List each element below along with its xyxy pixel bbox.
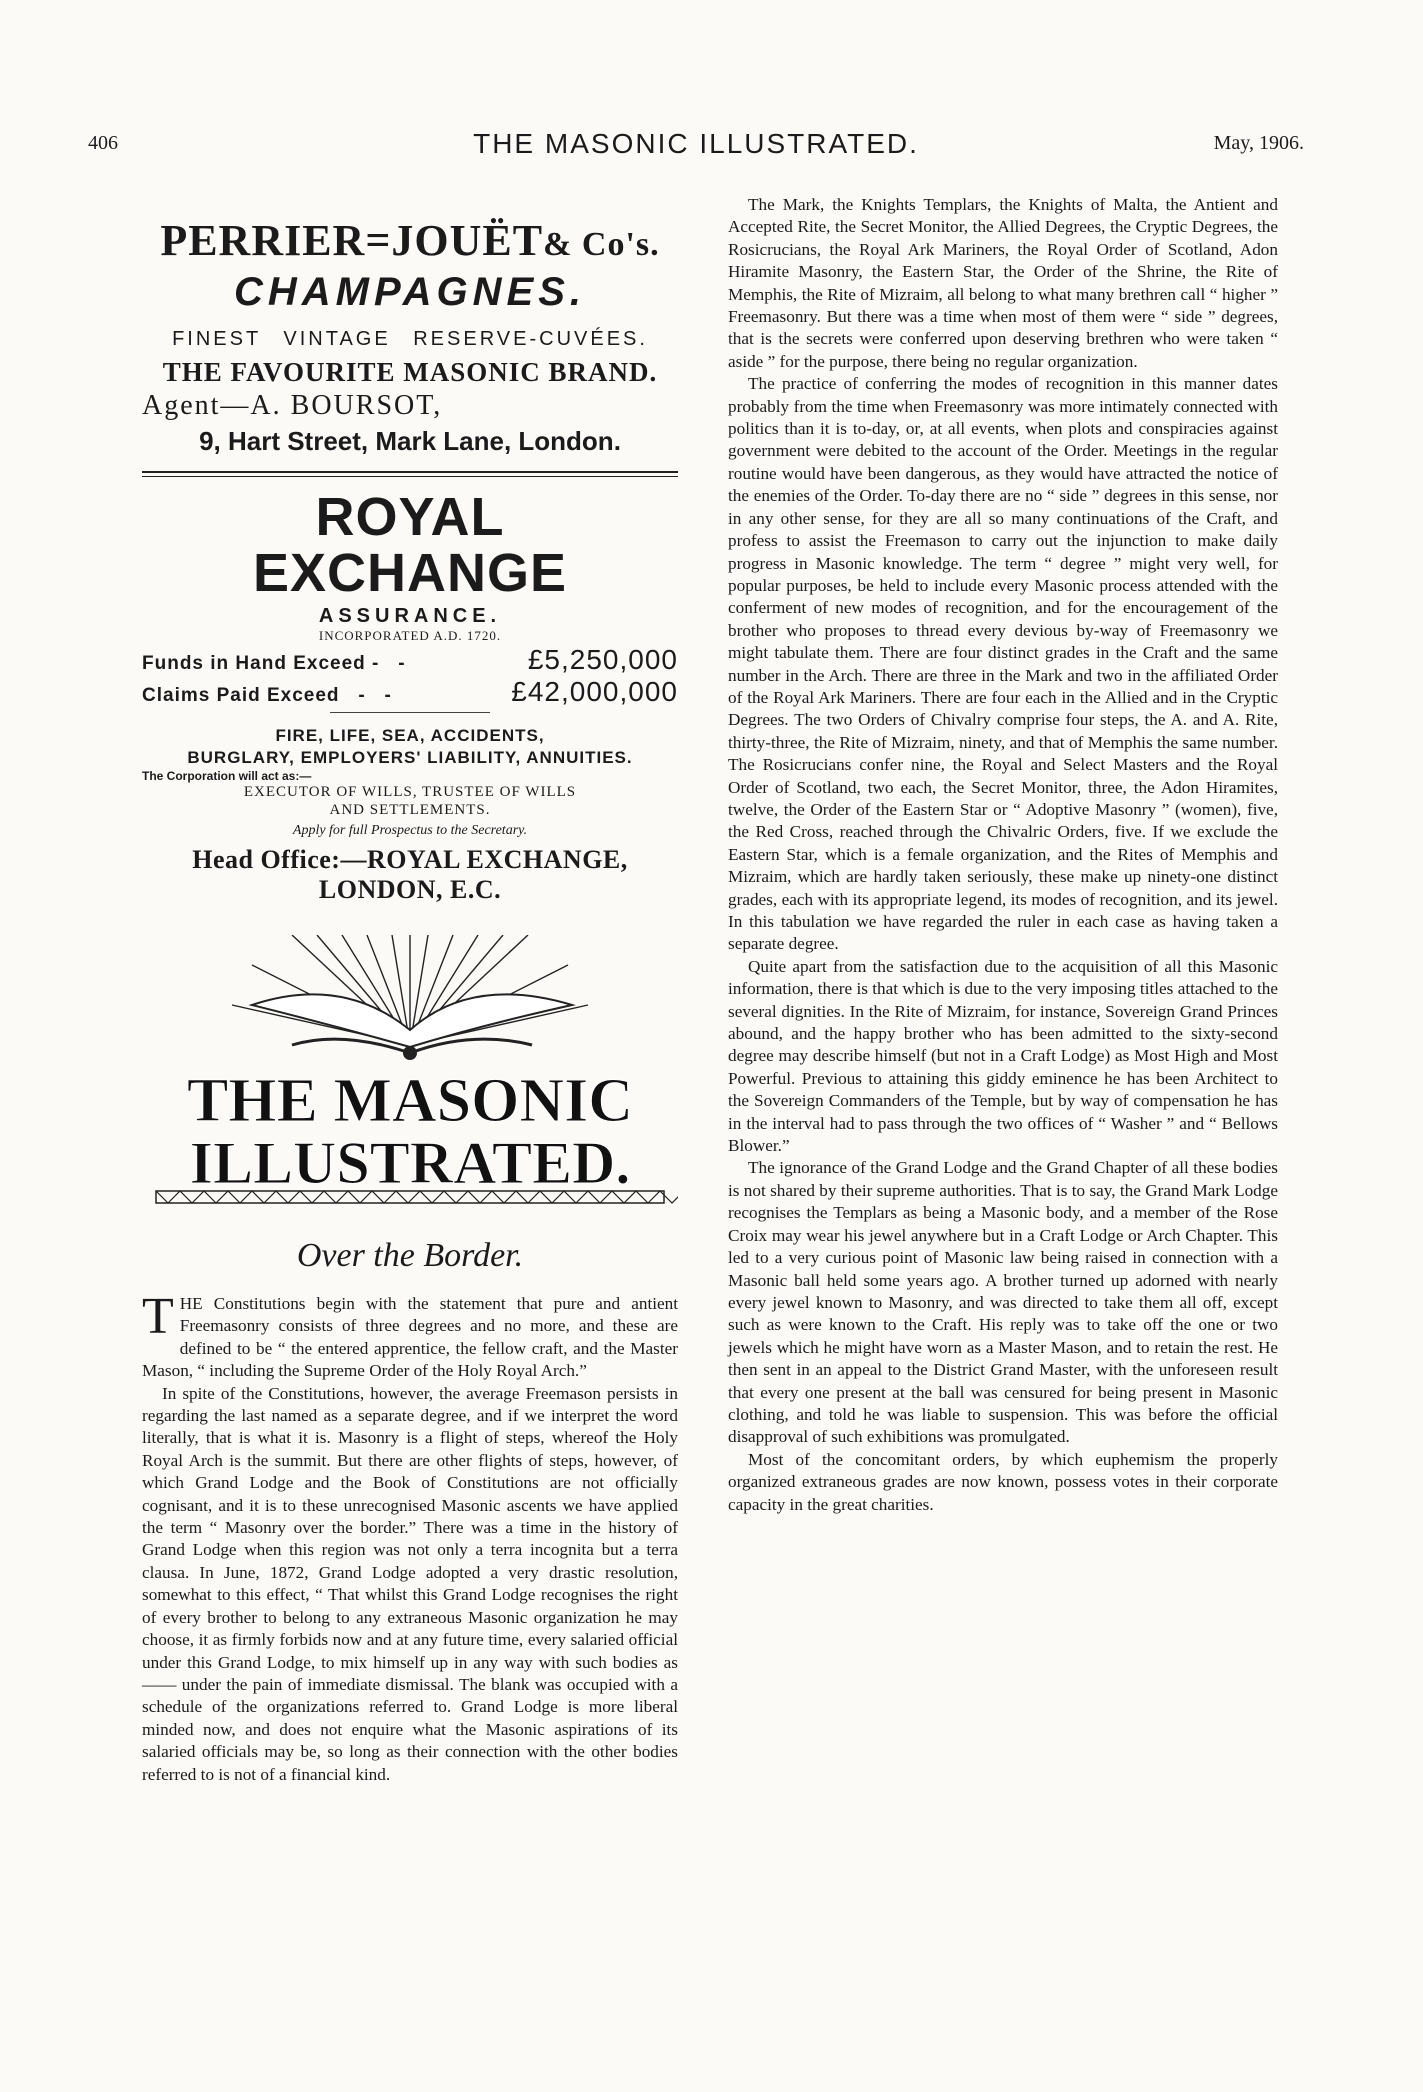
- masonic-illustrated-logo: [142, 935, 678, 1215]
- executor-line-2: AND SETTLEMENTS.: [329, 802, 491, 818]
- advert-brand: [142, 216, 678, 270]
- funds-label: Funds in Hand Exceed - -: [142, 653, 406, 674]
- article-paragraph: In spite of the Constitutions, however, the average Freemason persists in regarding the last named as a separate degree, and if we interpret the word literally, that is what it is. Masonry is a flight of steps, whereof the Holy Royal Arch is the summit. But there are other flights of steps, however, of which Grand Lodge and the Book of Constitutions are not officially cognisant, and it is to these unrecognised Masonic ascents we have applied the term “ Masonry over the border.” There was a time in the history of Grand Lodge when this region was not only a terra incognita but a terra clausa. In June, 1872, Grand Lodge adopted a very drastic resolution, somewhat to this effect, “ That whilst this Grand Lodge recognises the right of every brother to belong to any extraneous Masonic organization he may choose, it as firmly forbids now and at any future time, every salaried official under this Grand Lodge, to mix himself up in any way with such bodies as —— under the pain of immediate dismissal. The blank was occupied with a schedule of the organizations referred to. Grand Lodge is more liberal minded now, and does not enquire what the Masonic aspirations of its salaried officials may be, so long as their connection with the other bodies referred to is not of a financial kind.: [142, 1383, 678, 1784]
- article-heading: Over the Border.: [296, 1237, 524, 1274]
- corporation-note: The Corporation will act as:—: [142, 769, 312, 783]
- insurance-incorporated: INCORPORATED A.D. 1720.: [318, 628, 502, 643]
- advert-line-vintage: FINEST VINTAGE RESERVE-CUVÉES.: [172, 328, 648, 350]
- insurance-subtitle: ASSURANCE.: [318, 605, 502, 627]
- running-header: [88, 128, 1304, 168]
- insurance-advert: [142, 489, 678, 905]
- claims-label: Claims Paid Exceed - -: [142, 685, 392, 706]
- logo-artwork: [142, 935, 678, 1215]
- article-left-text: [142, 1288, 678, 1786]
- article-right-text: [728, 194, 1278, 1516]
- article-paragraph: The Mark, the Knights Templars, the Knights of Malta, the Antient and Accepted Rite, the Secret Monitor, the Allied Degrees, the Cryptic Degrees, the Rosicrucians, the Royal Ark Mariners, the Royal Order of Scotland, Adon Hiramite Masonry, the Eastern Star, the Order of the Shrine, the Rite of Memphis, the Rite of Mizraim, all belong to what many brethren call “ higher ” Freemasonry. But there was a time when most of them were “ side ” degrees, that is the secrets were conferred upon deserving brethren who were taken “ aside ” for the purpose, there being no regular organization.: [728, 195, 1278, 371]
- drop-cap: T: [142, 1288, 174, 1345]
- issue-date: May, 1906.: [1213, 132, 1304, 154]
- brand-suffix: & Co's.: [543, 226, 660, 263]
- advert-product: CHAMPAGNES.: [233, 270, 587, 314]
- article-paragraph: The practice of conferring the modes of recognition in this manner dates probably from the time when Freemasonry was more intimately connected with politics than it is to-day, or, at all events, when plots and conspiracies against government were debited to the account of the Order. Meetings in the regular routine would have been dangerous, as they would have attracted the notice of the enemies of the Order. To-day there are no “ side ” degrees in this sense, nor in any other sense, for they are all so many continuations of the Craft, and profess to assist the Freemason to carry out the injunction to make daily progress in Masonic knowledge. The term “ degree ” might very well, for popular purposes, be held to include every Masonic process attended with the conferment of new modes of recognition, and for the encouragement of the brother who proposes to thread every devious by-way of Freemasonry we might tabulate them. There are four distinct grades in the Craft and the same number in the Arch. There are three in the Mark and two in the affiliated Order of the Royal Ark Mariners. There are four each in the Allied and in the Cryptic Degrees. The two Orders of Chivalry comprise four steps, the A. and A. Rite, thirty-three, the Rite of Mizraim, ninety, and that of Memphis the same number. The Rosicrucians confer nine, the Royal and Select Masters and the Royal Order of Scotland, two each, the Secret Monitor, three, the Adon Hiramites, twelve, the Order of the Eastern Star or “ Adoptive Masonry ” (women), five, the Red Cross, reached through the Chivalric Orders, five. If we exclude the Eastern Star, which is a female organization, and the Rites of Memphis and Mizraim, which are hardly taken seriously, these make up ninety-one distinct grades, each with its appropriate legend, its modes of recognition, and its jewel. In this tabulation we have regarded the ruler in each case as having taken a separate degree.: [728, 374, 1278, 954]
- insurance-title: ROYAL EXCHANGE: [252, 487, 568, 603]
- funds-amount: £5,250,000: [527, 644, 678, 675]
- advert-address: 9, Hart Street, Mark Lane, London.: [199, 426, 621, 456]
- logo-line-1: THE MASONIC: [186, 1067, 634, 1135]
- sunburst-icon: [232, 935, 588, 1045]
- left-column: [142, 200, 678, 1786]
- page-number: 406: [88, 132, 118, 154]
- article-paragraph: Most of the concomitant orders, by which euphemism the properly organized extraneous grades are now known, possess votes in their corporate capacity in the great charities.: [728, 1449, 1278, 1514]
- ribbon-knot-icon: [403, 1046, 417, 1060]
- claims-row: [142, 676, 678, 708]
- brand-name: PERRIER=JOUËT: [160, 216, 544, 265]
- publication-title: THE MASONIC ILLUSTRATED.: [473, 128, 919, 159]
- insurance-classes-1: FIRE, LIFE, SEA, ACCIDENTS,: [275, 726, 545, 745]
- apply-note: Apply for full Prospectus to the Secretary.: [292, 823, 528, 838]
- short-rule: [330, 712, 490, 713]
- article-paragraph: Quite apart from the satisfaction due to the acquisition of all this Masonic information, there is that which is due to the very imposing titles attached to the several dignities. In the Rite of Mizraim, for instance, Sovereign Grand Princes abound, and the happy brother who has been admitted to the sixty-second degree may describe himself (but not in a Craft Lodge) as Most High and Most Powerful. Previous to attaining this giddy eminence he has been Architect to the Sovereign Commanders of the Temple, but by way of compensation he has in the interval had to pass through the two offices of “ Washer ” and “ Bellows Blower.”: [728, 956, 1278, 1156]
- advert-line-favourite: THE FAVOURITE MASONIC BRAND.: [162, 357, 658, 387]
- logo-line-2: ILLUSTRATED.: [189, 1130, 631, 1196]
- article-paragraph: The ignorance of the Grand Lodge and the Grand Chapter of all these bodies is not shared by their supreme authorities. That is to say, the Grand Mark Lodge recognises the Templars as being a Masonic body, and a member of the Rose Croix may wear his jewel anywhere but in a Craft Lodge or Arch Chapter. This led to a very curious point of Masonic law being raised in connection with a Masonic ball held some years ago. A brother turned up adorned with nearly every jewel known to Masonry, and was directed to take them all off, except such as were known to the Craft. His reply was to take off the one or two jewels which he might have worn as a Master Mason, and to retain the rest. He then sent in an appeal to the District Grand Master, with the unforeseen result that every one present at the ball was censured for being present in Masonic clothing, and told he was liable to suspension. This was before the official disapproval of such exhibitions was promulgated.: [728, 1158, 1278, 1447]
- executor-line-1: EXECUTOR OF WILLS, TRUSTEE OF WILLS: [243, 784, 577, 800]
- advert-agent: Agent—A. BOURSOT,: [142, 390, 443, 421]
- advert-divider: [142, 471, 678, 477]
- claims-amount: £42,000,000: [511, 676, 678, 707]
- article-paragraph: THE Constitutions begin with the statement that pure and antient Freemasonry consists of three degrees and no more, and these are defined to be “ the entered apprentice, the fellow craft, and the Master Mason, “ including the Supreme Order of the Holy Royal Arch.”: [142, 1288, 678, 1381]
- funds-row: [142, 644, 678, 676]
- champagne-advert: [142, 216, 678, 457]
- insurance-classes-2: BURGLARY, EMPLOYERS' LIABILITY, ANNUITIES.: [187, 748, 633, 767]
- head-office: Head Office:—ROYAL EXCHANGE, LONDON, E.C.: [192, 845, 628, 904]
